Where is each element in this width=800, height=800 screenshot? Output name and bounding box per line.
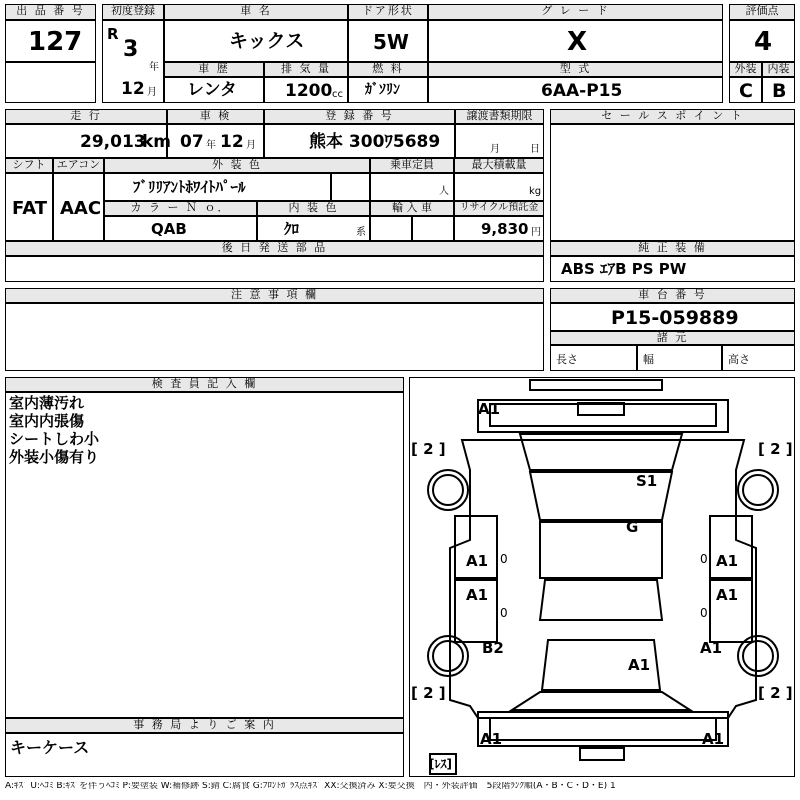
sales-point-label: セ ー ル ス ポ イ ン ト <box>550 109 795 124</box>
zero-right-rear: 0 <box>700 606 708 620</box>
insp-month: 12 <box>220 132 244 152</box>
diagram-wheel-fl-inner <box>433 475 463 505</box>
diagram-rear-plate <box>580 748 624 760</box>
door-label: ドア形状 <box>348 4 428 20</box>
chassis-label: 車 台 番 号 <box>550 288 795 303</box>
tire-fl: [ 2 ] <box>411 440 446 458</box>
zero-right-front: 0 <box>700 552 708 566</box>
era: R <box>107 25 119 43</box>
score: 4 <box>754 27 773 57</box>
inspector-label: 検 査 員 記 入 欄 <box>5 377 404 392</box>
door-type: 5W <box>373 30 409 54</box>
diagram-roof <box>540 518 662 578</box>
zero-left-rear: 0 <box>500 606 508 620</box>
exterior-grade: C <box>739 80 753 102</box>
equipment-label: 純 正 装 備 <box>550 241 795 256</box>
car-name: キックス <box>229 30 305 52</box>
lot-no: 127 <box>28 27 83 57</box>
mark-right-front-door: A1 <box>716 552 739 570</box>
mileage: 29,013 <box>80 132 146 152</box>
diagram-wheel-fr-inner <box>743 475 773 505</box>
shift-label: シフト <box>5 158 53 173</box>
reg-year: 3 <box>123 37 139 62</box>
transfer-month-unit: 月 <box>490 144 500 155</box>
mark-s1: S1 <box>636 472 658 490</box>
first-reg-label: 初度登録 <box>102 4 164 20</box>
color-label: 外 装 色 <box>104 158 370 173</box>
mark-trunk: A1 <box>628 656 651 674</box>
model-label: 型 式 <box>428 62 723 77</box>
mark-rear-bumper-right: A1 <box>702 730 725 748</box>
ac-label: エアコン <box>53 158 104 173</box>
insp-month-unit: 月 <box>246 140 256 151</box>
car-name-label: 車 名 <box>164 4 348 20</box>
tire-fr: [ 2 ] <box>758 440 793 458</box>
transfer-day-unit: 日 <box>530 144 540 155</box>
mark-g: G <box>626 518 639 536</box>
interior-label: 内装 <box>762 62 795 77</box>
import-label: 輸 入 車 <box>370 201 454 216</box>
office-label: 事 務 局 よ り ご 案 内 <box>5 718 404 733</box>
score-label: 評価点 <box>729 4 795 20</box>
year-unit: 年 <box>149 62 159 73</box>
mark-front-bumper: A1 <box>478 400 501 418</box>
plate-label: 登 録 番 号 <box>264 109 455 124</box>
diagram-rear-bumper-inner <box>490 718 716 740</box>
grade-label: グ レ ー ド <box>428 4 723 20</box>
equipment: ABS ｴｱB PS PW <box>561 260 687 278</box>
diagram-rear-roof <box>540 580 662 620</box>
inspector-line-4: 外装小傷有り <box>9 448 100 466</box>
load-label: 最大積載量 <box>454 158 544 173</box>
plate: 熊本 300ﾜ5689 <box>309 132 441 152</box>
inspection-label: 車 検 <box>167 109 264 124</box>
fuel-label: 燃 料 <box>348 62 428 77</box>
dims-label: 諸 元 <box>550 331 795 345</box>
mark-right-rear-fender: A1 <box>700 639 723 657</box>
ac: AAC <box>60 198 102 219</box>
grade: X <box>567 27 588 57</box>
displacement: 1200 <box>285 81 333 101</box>
inspector-line-3: シートしわ小 <box>9 430 100 448</box>
dims-height: 高さ <box>728 353 750 366</box>
reg-month: 12 <box>121 79 145 99</box>
fuel: ｶﾞｿﾘﾝ <box>365 82 400 98</box>
diagram-wheel-rl-inner <box>433 641 463 671</box>
int-color: ｸﾛ <box>284 220 300 238</box>
cc-unit: cc <box>332 89 343 100</box>
load-unit: kg <box>529 186 542 197</box>
diagram-trunk <box>512 692 690 710</box>
tire-rr: [ 2 ] <box>758 684 793 702</box>
tire-rl: [ 2 ] <box>411 684 446 702</box>
inspector-line-2: 室内内張傷 <box>9 412 85 430</box>
mark-left-rear-door: A1 <box>466 586 489 604</box>
diagram-roof-top <box>530 380 662 390</box>
legend: A:ｷｽﾞ U:ﾍｺﾐ B:ｷｽﾞを伴うﾍｺﾐ P:要塗装 W:補修跡 S:錆 C:腐食 G:ﾌﾛﾝﾄｶﾞﾗｽ点ｷｽﾞ XX:交換済み X:要交換 内・外装評価 5段階ﾗﾝｸ順(A・B・C・D・E) 1 <box>5 782 616 791</box>
recycle-label: リサイクル預託金 <box>454 201 544 216</box>
recycle: 9,830 <box>481 220 529 238</box>
exterior-label: 外装 <box>729 62 762 77</box>
colorno: QAB <box>151 220 187 238</box>
colorno-label: カ ラ ー Ｎ ｏ． <box>104 201 257 216</box>
insp-year-unit: 年 <box>206 140 216 151</box>
interior-grade: B <box>772 80 787 102</box>
shift: FAT <box>12 198 48 219</box>
displacement-label: 排 気 量 <box>264 62 348 77</box>
capacity-label: 乗車定員 <box>370 158 454 173</box>
recycle-unit: 円 <box>531 227 541 238</box>
inspector-line-1: 室内薄汚れ <box>9 394 85 412</box>
transfer-label: 譲渡書類期限 <box>455 109 544 124</box>
office-text: キーケース <box>10 738 90 757</box>
spare-label: [ﾚｽ] <box>429 757 452 771</box>
notes-label: 注 意 事 項 欄 <box>5 288 544 303</box>
int-color-unit: 系 <box>356 227 366 238</box>
later-parts-label: 後 日 発 送 部 品 <box>5 241 544 256</box>
mark-left-front-door: A1 <box>466 552 489 570</box>
color: ﾌﾞﾘﾘｱﾝﾄﾎﾜｲﾄﾊﾟｰﾙ <box>133 178 246 196</box>
int-color-label: 内 装 色 <box>257 201 370 216</box>
capacity-unit: 人 <box>439 186 449 197</box>
model: 6AA-P15 <box>541 81 623 101</box>
chassis-no: P15-059889 <box>611 307 739 329</box>
mileage-unit: km <box>142 132 172 152</box>
mileage-label: 走 行 <box>5 109 167 124</box>
insp-year: 07 <box>180 132 204 152</box>
mark-right-rear-door: A1 <box>716 586 739 604</box>
zero-left-front: 0 <box>500 552 508 566</box>
mark-left-rear-fender: B2 <box>482 639 504 657</box>
lot-no-label: 出 品 番 号 <box>5 4 96 20</box>
dims-length: 長さ <box>556 353 578 366</box>
month-unit: 月 <box>147 87 157 98</box>
diagram-wheel-rr-inner <box>743 641 773 671</box>
history: レンタ <box>187 80 237 100</box>
dims-width: 幅 <box>643 353 654 366</box>
mark-rear-bumper-left: A1 <box>480 730 503 748</box>
history-label: 車 歴 <box>164 62 264 77</box>
